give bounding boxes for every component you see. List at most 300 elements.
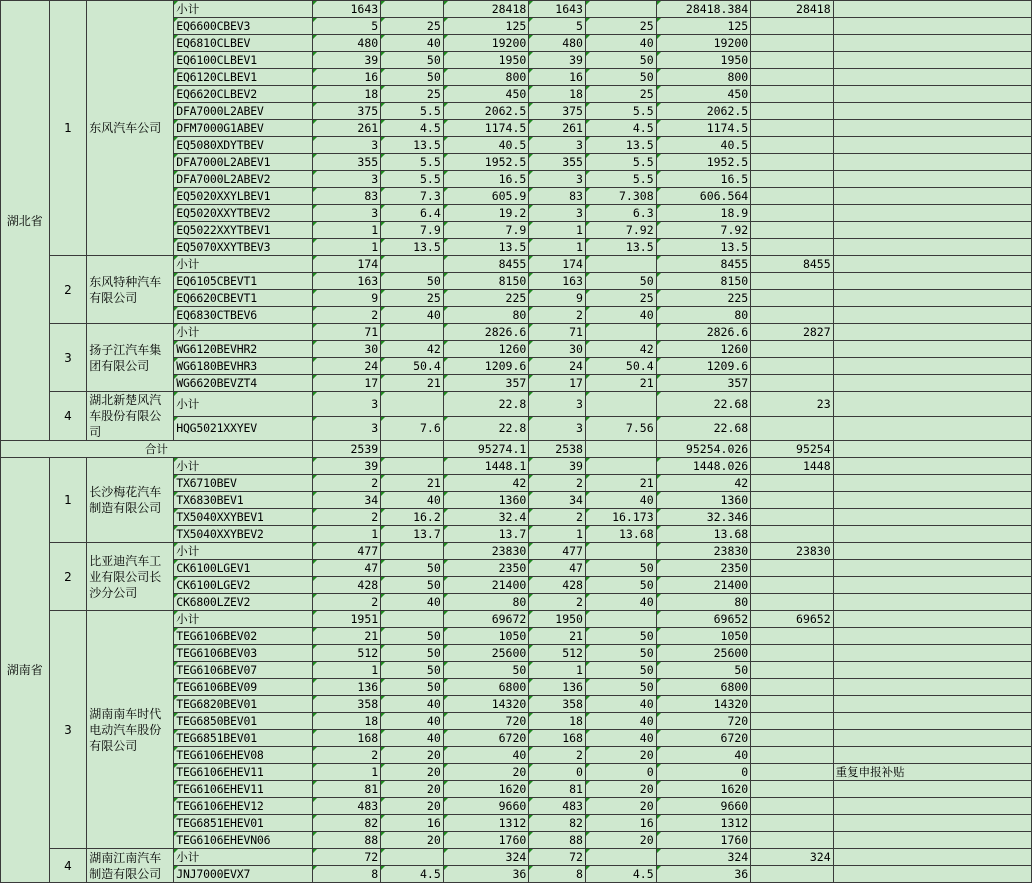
subtotal-price1-cell[interactable]: [381, 1, 444, 18]
price2-cell[interactable]: 50: [585, 662, 656, 679]
qty2-cell[interactable]: 34: [529, 492, 586, 509]
price2-cell[interactable]: 40: [585, 713, 656, 730]
qty2-cell[interactable]: 136: [529, 679, 586, 696]
qty2-cell[interactable]: 8: [529, 866, 586, 883]
company-index-cell[interactable]: 2: [49, 543, 87, 611]
qty2-cell[interactable]: 3: [529, 416, 586, 441]
final-cell[interactable]: [751, 69, 833, 86]
province-cell[interactable]: 湖南省: [1, 458, 50, 883]
price2-cell[interactable]: 40: [585, 594, 656, 611]
price2-cell[interactable]: 16.173: [585, 509, 656, 526]
qty1-cell[interactable]: 355: [312, 154, 381, 171]
note-cell[interactable]: [833, 832, 1031, 849]
subtotal-amount1-cell[interactable]: 324: [443, 849, 529, 866]
price2-cell[interactable]: 25: [585, 86, 656, 103]
price2-cell[interactable]: 13.5: [585, 239, 656, 256]
qty1-cell[interactable]: 17: [312, 375, 381, 392]
price1-cell[interactable]: 13.7: [381, 526, 444, 543]
price2-cell[interactable]: 50: [585, 645, 656, 662]
amount2-cell[interactable]: 357: [656, 375, 751, 392]
amount2-cell[interactable]: 80: [656, 307, 751, 324]
note-cell[interactable]: [833, 594, 1031, 611]
subtotal-qty1-cell[interactable]: 1951: [312, 611, 381, 628]
final-cell[interactable]: [751, 764, 833, 781]
qty2-cell[interactable]: 81: [529, 781, 586, 798]
price2-cell[interactable]: 40: [585, 307, 656, 324]
amount2-cell[interactable]: 450: [656, 86, 751, 103]
amount1-cell[interactable]: 25600: [443, 645, 529, 662]
qty2-cell[interactable]: 3: [529, 171, 586, 188]
subtotal-amount2-cell[interactable]: 8455: [656, 256, 751, 273]
qty2-cell[interactable]: 480: [529, 35, 586, 52]
price2-cell[interactable]: 5.5: [585, 171, 656, 188]
price1-cell[interactable]: 42: [381, 341, 444, 358]
note-cell[interactable]: [833, 120, 1031, 137]
note-cell[interactable]: [833, 103, 1031, 120]
amount1-cell[interactable]: 22.8: [443, 416, 529, 441]
price1-cell[interactable]: 50: [381, 273, 444, 290]
company-index-cell[interactable]: 3: [49, 324, 87, 392]
qty2-cell[interactable]: 16: [529, 69, 586, 86]
model-cell[interactable]: DFA7000L2ABEV2: [174, 171, 312, 188]
qty1-cell[interactable]: 30: [312, 341, 381, 358]
subtotal-final-cell[interactable]: 28418: [751, 1, 833, 18]
qty1-cell[interactable]: 39: [312, 52, 381, 69]
qty2-cell[interactable]: 1: [529, 526, 586, 543]
price1-cell[interactable]: 20: [381, 747, 444, 764]
amount1-cell[interactable]: 8150: [443, 273, 529, 290]
price1-cell[interactable]: 50: [381, 52, 444, 69]
model-cell[interactable]: WG6620BEVZT4: [174, 375, 312, 392]
subtotal-qty2-cell[interactable]: 1950: [529, 611, 586, 628]
subtotal-amount1-cell[interactable]: 23830: [443, 543, 529, 560]
price1-cell[interactable]: 50: [381, 69, 444, 86]
note-cell[interactable]: [833, 798, 1031, 815]
final-cell[interactable]: [751, 679, 833, 696]
amount2-cell[interactable]: 1050: [656, 628, 751, 645]
qty1-cell[interactable]: 2: [312, 307, 381, 324]
note-cell[interactable]: [833, 730, 1031, 747]
amount1-cell[interactable]: 1260: [443, 341, 529, 358]
final-cell[interactable]: [751, 86, 833, 103]
price1-cell[interactable]: 20: [381, 764, 444, 781]
total-final-cell[interactable]: 95254: [751, 441, 833, 458]
subtotal-final-cell[interactable]: 69652: [751, 611, 833, 628]
amount2-cell[interactable]: 1312: [656, 815, 751, 832]
price2-cell[interactable]: 7.92: [585, 222, 656, 239]
subtotal-qty2-cell[interactable]: 71: [529, 324, 586, 341]
qty2-cell[interactable]: 17: [529, 375, 586, 392]
note-cell[interactable]: [833, 307, 1031, 324]
qty2-cell[interactable]: 3: [529, 205, 586, 222]
amount2-cell[interactable]: 225: [656, 290, 751, 307]
price1-cell[interactable]: 4.5: [381, 866, 444, 883]
amount2-cell[interactable]: 25600: [656, 645, 751, 662]
amount1-cell[interactable]: 32.4: [443, 509, 529, 526]
price2-cell[interactable]: 25: [585, 290, 656, 307]
note-cell[interactable]: [833, 441, 1031, 458]
qty1-cell[interactable]: 18: [312, 713, 381, 730]
final-cell[interactable]: [751, 577, 833, 594]
amount1-cell[interactable]: 1952.5: [443, 154, 529, 171]
price1-cell[interactable]: 40: [381, 696, 444, 713]
total-amount1-cell[interactable]: 95274.1: [443, 441, 529, 458]
amount1-cell[interactable]: 40.5: [443, 137, 529, 154]
price2-cell[interactable]: 20: [585, 798, 656, 815]
price1-cell[interactable]: 7.9: [381, 222, 444, 239]
price2-cell[interactable]: 20: [585, 781, 656, 798]
qty2-cell[interactable]: 512: [529, 645, 586, 662]
note-cell[interactable]: [833, 543, 1031, 560]
subtotal-label-cell[interactable]: 小计: [174, 256, 312, 273]
price1-cell[interactable]: 25: [381, 290, 444, 307]
qty2-cell[interactable]: 2: [529, 509, 586, 526]
price2-cell[interactable]: 50: [585, 679, 656, 696]
model-cell[interactable]: TEG6106BEV07: [174, 662, 312, 679]
note-cell[interactable]: [833, 69, 1031, 86]
price1-cell[interactable]: 21: [381, 475, 444, 492]
final-cell[interactable]: [751, 526, 833, 543]
company-index-cell[interactable]: 1: [49, 458, 87, 543]
model-cell[interactable]: TEG6106EHEV11: [174, 781, 312, 798]
subtotal-qty2-cell[interactable]: 1643: [529, 1, 586, 18]
price2-cell[interactable]: 16: [585, 815, 656, 832]
qty2-cell[interactable]: 5: [529, 18, 586, 35]
final-cell[interactable]: [751, 832, 833, 849]
price1-cell[interactable]: 25: [381, 86, 444, 103]
qty1-cell[interactable]: 47: [312, 560, 381, 577]
subtotal-price2-cell[interactable]: [585, 256, 656, 273]
qty2-cell[interactable]: 83: [529, 188, 586, 205]
model-cell[interactable]: EQ5022XXYTBEV1: [174, 222, 312, 239]
price2-cell[interactable]: 7.308: [585, 188, 656, 205]
model-cell[interactable]: TX6830BEV1: [174, 492, 312, 509]
final-cell[interactable]: [751, 662, 833, 679]
subtotal-qty2-cell[interactable]: 3: [529, 392, 586, 417]
subtotal-price2-cell[interactable]: [585, 611, 656, 628]
subtotal-qty1-cell[interactable]: 174: [312, 256, 381, 273]
note-cell[interactable]: [833, 205, 1031, 222]
subtotal-amount1-cell[interactable]: 8455: [443, 256, 529, 273]
model-cell[interactable]: EQ5080XDYTBEV: [174, 137, 312, 154]
note-cell[interactable]: [833, 611, 1031, 628]
price2-cell[interactable]: 20: [585, 747, 656, 764]
subtotal-amount1-cell[interactable]: 2826.6: [443, 324, 529, 341]
subtotal-price1-cell[interactable]: [381, 543, 444, 560]
amount2-cell[interactable]: 1620: [656, 781, 751, 798]
price1-cell[interactable]: 20: [381, 798, 444, 815]
final-cell[interactable]: [751, 188, 833, 205]
company-name-cell[interactable]: 比亚迪汽车工业有限公司长沙分公司: [87, 543, 174, 611]
model-cell[interactable]: EQ5020XXYLBEV1: [174, 188, 312, 205]
model-cell[interactable]: TX5040XXYBEV2: [174, 526, 312, 543]
subtotal-amount2-cell[interactable]: 22.68: [656, 392, 751, 417]
note-cell[interactable]: [833, 52, 1031, 69]
amount1-cell[interactable]: 50: [443, 662, 529, 679]
subtotal-amount2-cell[interactable]: 1448.026: [656, 458, 751, 475]
model-cell[interactable]: DFA7000L2ABEV1: [174, 154, 312, 171]
province-cell[interactable]: 湖北省: [1, 1, 50, 441]
note-cell[interactable]: [833, 696, 1031, 713]
qty2-cell[interactable]: 163: [529, 273, 586, 290]
amount2-cell[interactable]: 1174.5: [656, 120, 751, 137]
qty1-cell[interactable]: 483: [312, 798, 381, 815]
amount2-cell[interactable]: 125: [656, 18, 751, 35]
model-cell[interactable]: TEG6106EHEVN06: [174, 832, 312, 849]
subtotal-price2-cell[interactable]: [585, 324, 656, 341]
final-cell[interactable]: [751, 375, 833, 392]
amount2-cell[interactable]: 1360: [656, 492, 751, 509]
qty2-cell[interactable]: 428: [529, 577, 586, 594]
price1-cell[interactable]: 50: [381, 560, 444, 577]
qty1-cell[interactable]: 512: [312, 645, 381, 662]
price2-cell[interactable]: 0: [585, 764, 656, 781]
price1-cell[interactable]: 40: [381, 492, 444, 509]
qty1-cell[interactable]: 88: [312, 832, 381, 849]
subtotal-label-cell[interactable]: 小计: [174, 324, 312, 341]
final-cell[interactable]: [751, 154, 833, 171]
final-cell[interactable]: [751, 120, 833, 137]
price1-cell[interactable]: 21: [381, 375, 444, 392]
amount1-cell[interactable]: 80: [443, 307, 529, 324]
model-cell[interactable]: TX6710BEV: [174, 475, 312, 492]
price1-cell[interactable]: 40: [381, 307, 444, 324]
qty2-cell[interactable]: 2: [529, 475, 586, 492]
price1-cell[interactable]: 20: [381, 781, 444, 798]
price1-cell[interactable]: 50: [381, 577, 444, 594]
final-cell[interactable]: [751, 492, 833, 509]
note-cell[interactable]: [833, 239, 1031, 256]
subtotal-price1-cell[interactable]: [381, 324, 444, 341]
note-cell[interactable]: [833, 154, 1031, 171]
qty1-cell[interactable]: 2: [312, 594, 381, 611]
subtotal-price2-cell[interactable]: [585, 392, 656, 417]
subtotal-final-cell[interactable]: 23: [751, 392, 833, 417]
price1-cell[interactable]: 13.5: [381, 137, 444, 154]
price1-cell[interactable]: 50: [381, 679, 444, 696]
price1-cell[interactable]: 7.3: [381, 188, 444, 205]
amount2-cell[interactable]: 22.68: [656, 416, 751, 441]
note-cell[interactable]: [833, 458, 1031, 475]
amount2-cell[interactable]: 8150: [656, 273, 751, 290]
amount1-cell[interactable]: 1050: [443, 628, 529, 645]
amount2-cell[interactable]: 36: [656, 866, 751, 883]
amount2-cell[interactable]: 80: [656, 594, 751, 611]
price2-cell[interactable]: 25: [585, 18, 656, 35]
model-cell[interactable]: DFA7000L2ABEV: [174, 103, 312, 120]
qty2-cell[interactable]: 2: [529, 747, 586, 764]
amount1-cell[interactable]: 2062.5: [443, 103, 529, 120]
price2-cell[interactable]: 40: [585, 696, 656, 713]
subtotal-label-cell[interactable]: 小计: [174, 458, 312, 475]
subtotal-price1-cell[interactable]: [381, 458, 444, 475]
subtotal-qty1-cell[interactable]: 1643: [312, 1, 381, 18]
final-cell[interactable]: [751, 358, 833, 375]
final-cell[interactable]: [751, 171, 833, 188]
note-cell[interactable]: [833, 866, 1031, 883]
price1-cell[interactable]: 50: [381, 628, 444, 645]
price1-cell[interactable]: 25: [381, 18, 444, 35]
model-cell[interactable]: CK6100LGEV2: [174, 577, 312, 594]
subtotal-amount2-cell[interactable]: 23830: [656, 543, 751, 560]
company-name-cell[interactable]: 湖北新楚风汽车股份有限公司: [87, 392, 174, 441]
subtotal-amount1-cell[interactable]: 1448.1: [443, 458, 529, 475]
final-cell[interactable]: [751, 747, 833, 764]
price2-cell[interactable]: 21: [585, 475, 656, 492]
final-cell[interactable]: [751, 866, 833, 883]
model-cell[interactable]: TEG6106BEV03: [174, 645, 312, 662]
amount1-cell[interactable]: 1174.5: [443, 120, 529, 137]
final-cell[interactable]: [751, 696, 833, 713]
note-cell[interactable]: [833, 222, 1031, 239]
amount1-cell[interactable]: 6800: [443, 679, 529, 696]
final-cell[interactable]: [751, 475, 833, 492]
qty1-cell[interactable]: 1: [312, 239, 381, 256]
amount2-cell[interactable]: 6800: [656, 679, 751, 696]
price1-cell[interactable]: 40: [381, 594, 444, 611]
note-cell[interactable]: [833, 392, 1031, 417]
price2-cell[interactable]: 20: [585, 832, 656, 849]
amount1-cell[interactable]: 40: [443, 747, 529, 764]
amount1-cell[interactable]: 9660: [443, 798, 529, 815]
subtotal-amount2-cell[interactable]: 2826.6: [656, 324, 751, 341]
final-cell[interactable]: [751, 18, 833, 35]
company-name-cell[interactable]: 扬子江汽车集团有限公司: [87, 324, 174, 392]
qty1-cell[interactable]: 3: [312, 171, 381, 188]
qty1-cell[interactable]: 1: [312, 764, 381, 781]
amount2-cell[interactable]: 1952.5: [656, 154, 751, 171]
amount1-cell[interactable]: 2350: [443, 560, 529, 577]
company-name-cell[interactable]: 东风汽车公司: [87, 1, 174, 256]
final-cell[interactable]: [751, 798, 833, 815]
amount1-cell[interactable]: 605.9: [443, 188, 529, 205]
price1-cell[interactable]: 13.5: [381, 239, 444, 256]
price1-cell[interactable]: 5.5: [381, 154, 444, 171]
amount2-cell[interactable]: 21400: [656, 577, 751, 594]
qty2-cell[interactable]: 1: [529, 222, 586, 239]
note-cell[interactable]: [833, 86, 1031, 103]
note-cell[interactable]: [833, 171, 1031, 188]
subtotal-qty2-cell[interactable]: 39: [529, 458, 586, 475]
subtotal-qty2-cell[interactable]: 72: [529, 849, 586, 866]
subtotal-price2-cell[interactable]: [585, 458, 656, 475]
qty1-cell[interactable]: 428: [312, 577, 381, 594]
note-cell[interactable]: [833, 341, 1031, 358]
subtotal-amount2-cell[interactable]: 28418.384: [656, 1, 751, 18]
qty2-cell[interactable]: 9: [529, 290, 586, 307]
qty2-cell[interactable]: 0: [529, 764, 586, 781]
company-index-cell[interactable]: 1: [49, 1, 87, 256]
note-cell[interactable]: [833, 679, 1031, 696]
subtotal-price2-cell[interactable]: [585, 543, 656, 560]
company-name-cell[interactable]: 东风特种汽车有限公司: [87, 256, 174, 324]
model-cell[interactable]: EQ6600CBEV3: [174, 18, 312, 35]
final-cell[interactable]: [751, 713, 833, 730]
subtotal-price1-cell[interactable]: [381, 611, 444, 628]
amount1-cell[interactable]: 225: [443, 290, 529, 307]
note-cell[interactable]: [833, 324, 1031, 341]
subtotal-qty1-cell[interactable]: 3: [312, 392, 381, 417]
amount2-cell[interactable]: 1760: [656, 832, 751, 849]
amount1-cell[interactable]: 1360: [443, 492, 529, 509]
amount2-cell[interactable]: 32.346: [656, 509, 751, 526]
amount1-cell[interactable]: 125: [443, 18, 529, 35]
note-cell[interactable]: [833, 509, 1031, 526]
subtotal-label-cell[interactable]: 小计: [174, 849, 312, 866]
qty1-cell[interactable]: 1: [312, 662, 381, 679]
note-cell[interactable]: [833, 577, 1031, 594]
amount1-cell[interactable]: 80: [443, 594, 529, 611]
note-cell[interactable]: [833, 273, 1031, 290]
final-cell[interactable]: [751, 273, 833, 290]
amount1-cell[interactable]: 1312: [443, 815, 529, 832]
amount1-cell[interactable]: 6720: [443, 730, 529, 747]
qty1-cell[interactable]: 375: [312, 103, 381, 120]
model-cell[interactable]: EQ6100CLBEV1: [174, 52, 312, 69]
final-cell[interactable]: [751, 645, 833, 662]
final-cell[interactable]: [751, 341, 833, 358]
subtotal-final-cell[interactable]: 1448: [751, 458, 833, 475]
qty1-cell[interactable]: 2: [312, 509, 381, 526]
amount1-cell[interactable]: 19200: [443, 35, 529, 52]
price2-cell[interactable]: 4.5: [585, 866, 656, 883]
note-cell[interactable]: [833, 375, 1031, 392]
model-cell[interactable]: EQ6810CLBEV: [174, 35, 312, 52]
qty2-cell[interactable]: 82: [529, 815, 586, 832]
price2-cell[interactable]: 4.5: [585, 120, 656, 137]
model-cell[interactable]: TEG6850BEV01: [174, 713, 312, 730]
subtotal-label-cell[interactable]: 小计: [174, 611, 312, 628]
price1-cell[interactable]: 40: [381, 35, 444, 52]
qty1-cell[interactable]: 83: [312, 188, 381, 205]
amount2-cell[interactable]: 42: [656, 475, 751, 492]
model-cell[interactable]: TX5040XXYBEV1: [174, 509, 312, 526]
amount2-cell[interactable]: 9660: [656, 798, 751, 815]
qty1-cell[interactable]: 261: [312, 120, 381, 137]
model-cell[interactable]: TEG6106EHEV11: [174, 764, 312, 781]
qty1-cell[interactable]: 3: [312, 205, 381, 222]
subtotal-final-cell[interactable]: 324: [751, 849, 833, 866]
subtotal-final-cell[interactable]: 8455: [751, 256, 833, 273]
subtotal-label-cell[interactable]: 小计: [174, 392, 312, 417]
qty2-cell[interactable]: 358: [529, 696, 586, 713]
grand-total-label-cell[interactable]: 合计: [1, 441, 313, 458]
subtotal-amount2-cell[interactable]: 324: [656, 849, 751, 866]
model-cell[interactable]: DFM7000G1ABEV: [174, 120, 312, 137]
qty2-cell[interactable]: 24: [529, 358, 586, 375]
qty1-cell[interactable]: 9: [312, 290, 381, 307]
amount2-cell[interactable]: 1950: [656, 52, 751, 69]
subtotal-qty1-cell[interactable]: 71: [312, 324, 381, 341]
amount1-cell[interactable]: 1620: [443, 781, 529, 798]
price2-cell[interactable]: 50: [585, 52, 656, 69]
price2-cell[interactable]: 40: [585, 35, 656, 52]
total-qty2-cell[interactable]: 2538: [529, 441, 586, 458]
note-cell[interactable]: [833, 815, 1031, 832]
price2-cell[interactable]: 13.5: [585, 137, 656, 154]
subtotal-final-cell[interactable]: 23830: [751, 543, 833, 560]
note-cell[interactable]: [833, 849, 1031, 866]
amount1-cell[interactable]: 1760: [443, 832, 529, 849]
qty2-cell[interactable]: 18: [529, 86, 586, 103]
amount1-cell[interactable]: 16.5: [443, 171, 529, 188]
amount2-cell[interactable]: 50: [656, 662, 751, 679]
amount2-cell[interactable]: 6720: [656, 730, 751, 747]
note-cell[interactable]: [833, 526, 1031, 543]
price2-cell[interactable]: 5.5: [585, 154, 656, 171]
company-name-cell[interactable]: 长沙梅花汽车制造有限公司: [87, 458, 174, 543]
price2-cell[interactable]: 50: [585, 628, 656, 645]
